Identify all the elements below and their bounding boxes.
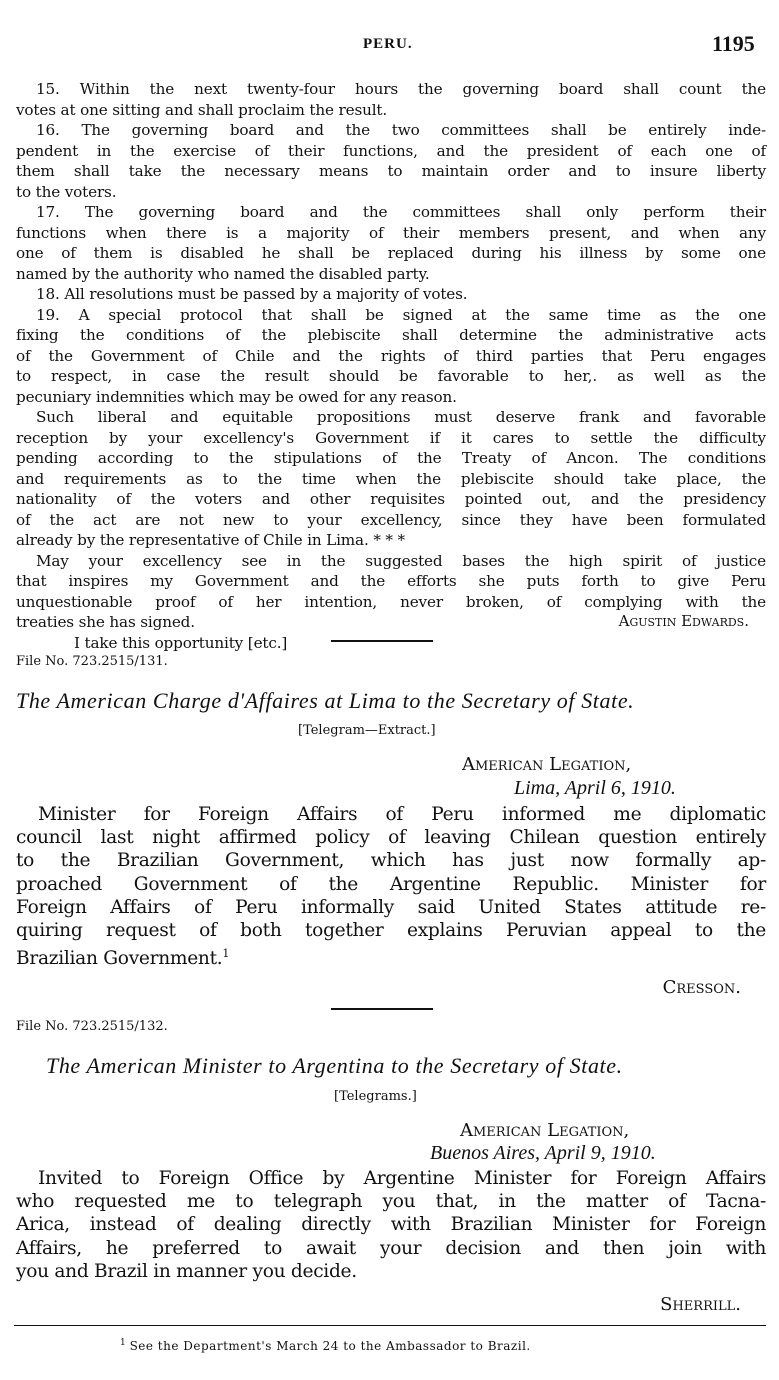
letter-line: pecuniary indemnities which may be owed for any reason.: [16, 387, 457, 406]
footnote: [120, 1338, 531, 1353]
letter-line: one of them is disabled he shall be replaced during his illness by some one: [16, 244, 766, 262]
letter-signature: Agustin Edwards.: [618, 612, 749, 630]
telegram-line: Arica, instead of dealing directly with Brazilian Minister for Foreign: [16, 1214, 766, 1236]
telegram-type: [Telegrams.]: [334, 1089, 417, 1104]
legation-heading: American Legation,: [462, 754, 632, 775]
footnote-rule: [14, 1325, 766, 1326]
footnote-text: See the Department's March 24 to the Ambassador to Brazil.: [129, 1339, 531, 1353]
letter-line: to the voters.: [16, 182, 117, 201]
file-number: File No. 723.2515/131.: [16, 654, 168, 669]
telegram-body: [16, 803, 766, 971]
document-title: The American Minister to Argentina to the Secretary of State.: [46, 1053, 623, 1078]
letter-line: Such liberal and equitable propositions must deserve frank and favorable: [36, 408, 766, 426]
running-title: PERU.: [363, 36, 413, 52]
section-divider: [331, 640, 433, 642]
telegram-signature: Sherrill.: [660, 1294, 741, 1315]
letter-line: that inspires my Government and the efforts she puts forth to give Peru: [16, 572, 766, 590]
letter-line: nationality of the voters and other requisites pointed out, and the presidency: [16, 490, 766, 508]
document-title: The American Charge d'Affaires at Lima to the Secretary of State.: [16, 688, 635, 713]
telegram-line: council last night affirmed policy of leaving Chilean question entirely: [16, 827, 766, 849]
telegram-line: [16, 942, 766, 970]
letter-line: May your excellency see in the suggested bases the high spirit of justice: [36, 551, 766, 570]
telegram-type: [Telegram—Extract.]: [298, 723, 436, 738]
file-number: File No. 723.2515/132.: [16, 1019, 168, 1034]
letter-line: 19. A special protocol that shall be signed at the same time as the one: [36, 305, 766, 324]
page-number: 1195: [712, 31, 755, 56]
letter-line: treaties she has signed.: [16, 613, 195, 631]
letter-line: reception by your excellency's Government if it cares to settle the difficulty: [16, 428, 766, 447]
legation-heading: American Legation,: [460, 1120, 630, 1141]
telegram-line: Invited to Foreign Office by Argentine Minister for Foreign Affairs: [38, 1168, 766, 1189]
letter-line: 17. The governing board and the committees shall only perform their: [36, 203, 766, 221]
telegram-line-text: Brazilian Government.: [16, 948, 223, 970]
letter-line: unquestionable proof of her intention, never broken, of complying with the: [16, 592, 766, 611]
telegram-signature: Cresson.: [662, 977, 741, 998]
letter-line: pending according to the stipulations of the Treaty of Ancon. The conditions: [16, 449, 766, 467]
letter-line: 18. All resolutions must be passed by a majority of votes.: [36, 285, 468, 303]
letter-line: them shall take the necessary means to maintain order and to insure liberty: [16, 162, 766, 180]
footnote-marker: 1: [120, 1338, 126, 1348]
telegram-body: [16, 1167, 766, 1283]
letter-line: fixing the conditions of the plebiscite shall determine the administrative acts: [16, 326, 766, 344]
letter-line: pendent in the exercise of their functions, and the president of each one of: [16, 141, 766, 160]
letter-line: 16. The governing board and the two committees shall be entirely inde-: [36, 121, 766, 139]
telegram-line: you and Brazil in manner you decide.: [16, 1260, 357, 1282]
letter-line: functions when there is a majority of their members present, and when any: [16, 223, 766, 242]
letter-line: 15. Within the next twenty-four hours the governing board shall count the: [36, 80, 766, 98]
telegram-line: Foreign Affairs of Peru informally said United States attitude re-: [16, 896, 766, 918]
letter-body: [16, 79, 766, 653]
letter-line: of the Government of Chile and the rights of third parties that Peru engages: [16, 346, 766, 365]
letter-line: votes at one sitting and shall proclaim the result.: [16, 100, 388, 119]
letter-line: and requirements as to the time when the plebiscite should take place, the: [16, 469, 766, 488]
letter-line: named by the authority who named the disabled party.: [16, 264, 430, 283]
telegram-line: to the Brazilian Government, which has just now formally ap-: [16, 850, 766, 872]
telegram-line: who requested me to telegraph you that, in the matter of Tacna-: [16, 1191, 766, 1213]
letter-line: of the act are not new to your excellency, since they have been formulated: [16, 510, 766, 529]
telegram-line: Minister for Foreign Affairs of Peru informed me diplomatic: [38, 804, 766, 825]
telegram-line: Affairs, he preferred to await your decision and then join with: [16, 1237, 766, 1259]
letter-line: already by the representative of Chile in Lima. * * *: [16, 531, 406, 549]
dateline: Buenos Aires, April 9, 1910.: [430, 1142, 656, 1164]
footnote-reference: 1: [222, 947, 230, 961]
letter-line: to respect, in case the result should be favorable to her,. as well as the: [16, 367, 766, 385]
telegram-line: quiring request of both together explains Peruvian appeal to the: [16, 920, 766, 942]
letter-line: I take this opportunity [etc.]: [74, 633, 288, 652]
telegram-line: proached Government of the Argentine Republic. Minister for: [16, 873, 766, 895]
section-divider: [331, 1008, 433, 1010]
dateline: Lima, April 6, 1910.: [514, 777, 676, 799]
